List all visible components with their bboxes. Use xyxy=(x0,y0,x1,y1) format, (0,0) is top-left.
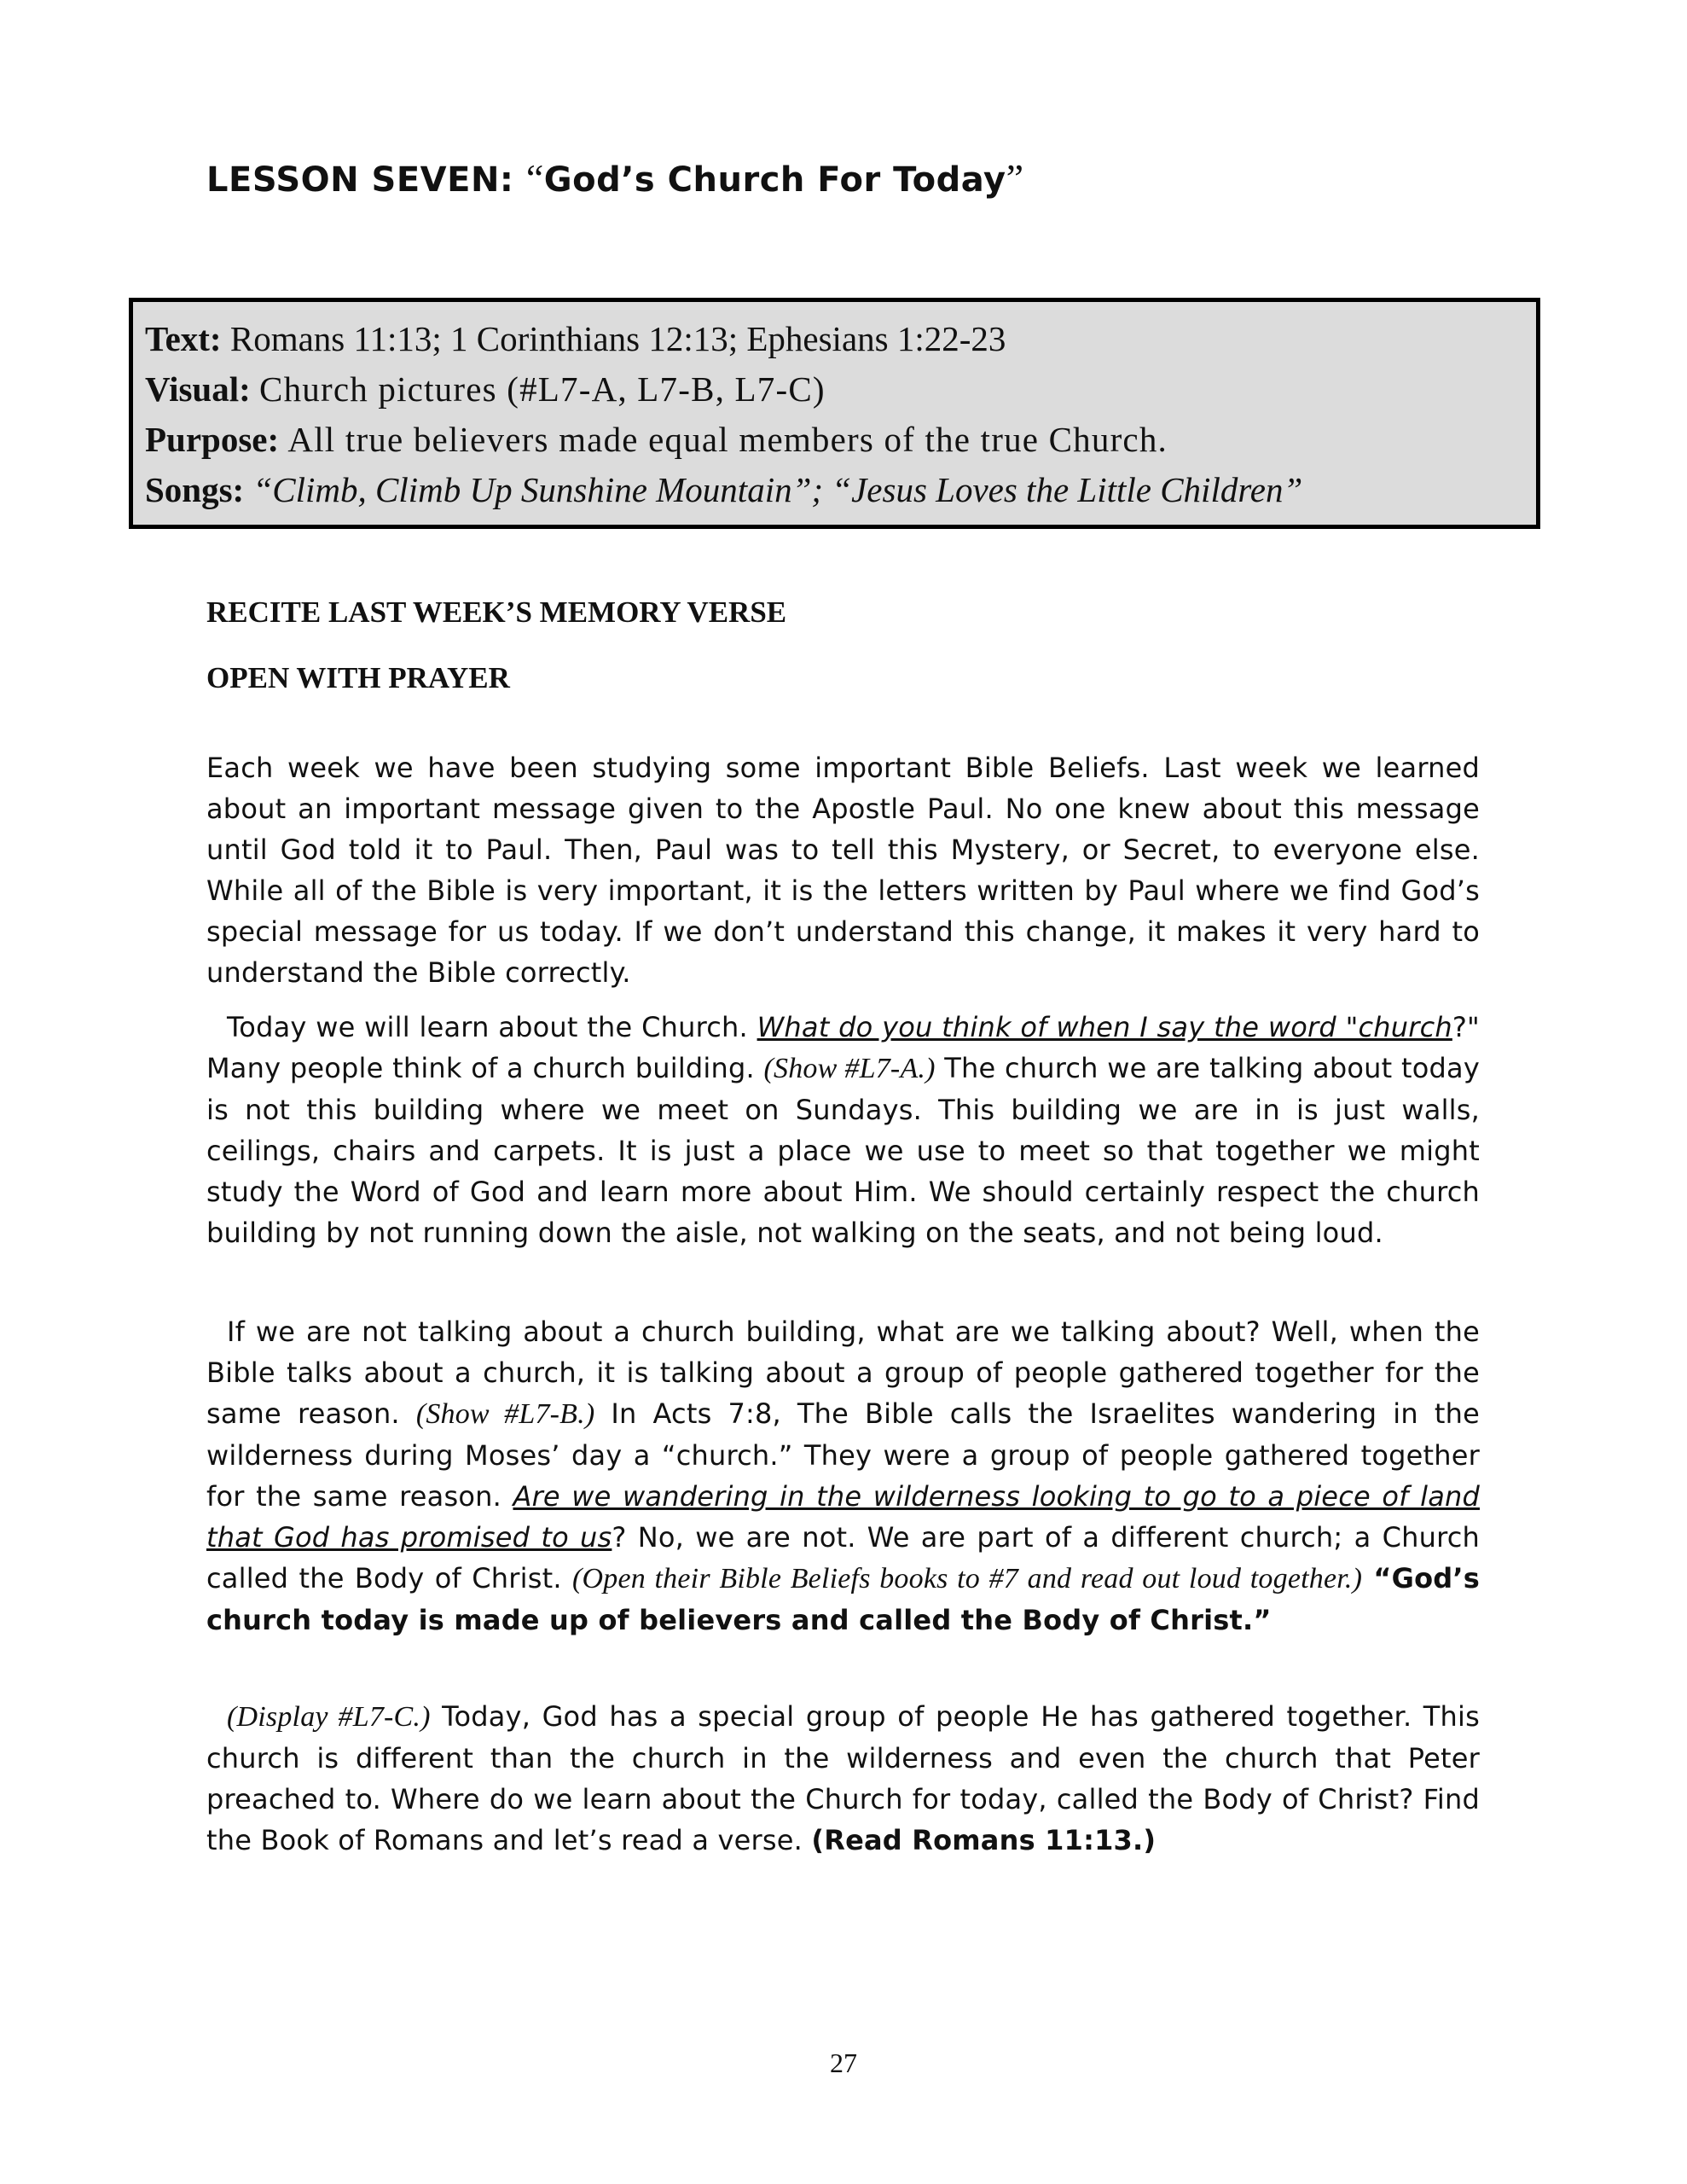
p3-text-b: In Acts 7:8, The Bible calls the Israelites wandering in the wilderness during Moses’ day a “church.” They were a group of people gathered together for the same reason. xyxy=(206,1397,1480,1513)
p4-display-note: (Display #L7-C.) xyxy=(227,1701,431,1733)
visual-label: Visual: xyxy=(145,369,251,409)
p2-text-b: ?" Many people think of a church building. xyxy=(206,1011,1480,1084)
p4-read-label: (Read xyxy=(811,1824,913,1856)
page-number: 27 xyxy=(830,2048,857,2078)
p4-read-end: .) xyxy=(1133,1824,1157,1856)
prayer-heading: OPEN WITH PRAYER xyxy=(206,661,510,694)
lesson-info-box xyxy=(129,298,1540,529)
visual-value: Church pictures (#L7-A, L7-B, L7-C) xyxy=(259,369,826,409)
songs-line xyxy=(145,465,1524,515)
p3-instruction: (Open their Bible Beliefs books to #7 and read out loud together.) xyxy=(571,1563,1363,1594)
p2-text-a: Today we will learn about the Church. xyxy=(227,1011,757,1043)
p2-text-c: The church we are talking about today is not this building where we meet on Sundays. This building we are in is just walls, ceilings, chairs and carpets. It is just a place we use to meet so that together we might study the Word of God and learn more about Him. We should certainly respect the church building by not running down the aisle, not walking on the seats, and not being loud. xyxy=(206,1052,1480,1249)
text-label: Text: xyxy=(145,319,222,358)
text-value: Romans 11:13; 1 Corinthians 12:13; Ephesians 1:22-23 xyxy=(229,319,1006,358)
p3-bold-statement: “God’s church today is made up of believers and called the Body of Christ.” xyxy=(206,1562,1480,1636)
recite-heading: RECITE LAST WEEK’S MEMORY VERSE xyxy=(206,595,787,629)
p4-text-a: Today, God has a special group of people He has gathered together. This church is different than the church in the wilderness and even the church that Peter preached to. Where do we learn about the Church for today, called the Body of Christ? Find the Book of Romans and let’s read a verse. xyxy=(206,1700,1480,1856)
open-quote: “ xyxy=(525,156,544,200)
p4-scripture-ref: Romans 11:13 xyxy=(912,1824,1133,1856)
p3-question: Are we wandering in the wilderness looking to go to a piece of land that God has promised to us xyxy=(206,1480,1480,1554)
songs-label: Songs: xyxy=(145,470,245,509)
lesson-title xyxy=(206,155,1023,200)
p3-show-note: (Show #L7-B.) xyxy=(415,1398,595,1430)
p3-text-c: ? No, we are not. We are part of a different church; a Church called the Body of Christ. xyxy=(206,1521,1480,1594)
visual-line xyxy=(145,364,1524,415)
lesson-name: God’s Church For Today xyxy=(543,160,1006,200)
paragraph-4 xyxy=(206,1696,1480,1861)
songs-value: “Climb, Climb Up Sunshine Mountain”; “Jesus Loves the Little Children” xyxy=(252,470,1303,509)
paragraph-2 xyxy=(206,1007,1480,1253)
purpose-label: Purpose: xyxy=(145,420,280,459)
close-quote: ” xyxy=(1006,156,1024,200)
purpose-line xyxy=(145,415,1524,465)
paragraph-3 xyxy=(206,1311,1480,1641)
purpose-value: All true believers made equal members of the true Church. xyxy=(287,420,1168,459)
p2-question: What do you think of when I say the word "church xyxy=(757,1011,1452,1043)
p2-show-note: (Show #L7-A.) xyxy=(763,1053,936,1084)
text-line xyxy=(145,314,1524,364)
p3-text-a: If we are not talking about a church building, what are we talking about? Well, when the Bible talks about a church, it is talking about a group of people gathered together for the same reason. xyxy=(206,1316,1480,1430)
paragraph-1: Each week we have been studying some important Bible Beliefs. Last week we learned about an important message given to the Apostle Paul. No one knew about this message until God told it to Paul. Then, Paul was to tell this Mystery, or Secret, to everyone else. While all of the Bible is very important, it is the letters written by Paul where we find God’s special message for us today. If we don’t understand this change, it makes it very hard to understand the Bible correctly. xyxy=(206,752,1480,989)
lesson-label: LESSON SEVEN: xyxy=(206,160,526,200)
